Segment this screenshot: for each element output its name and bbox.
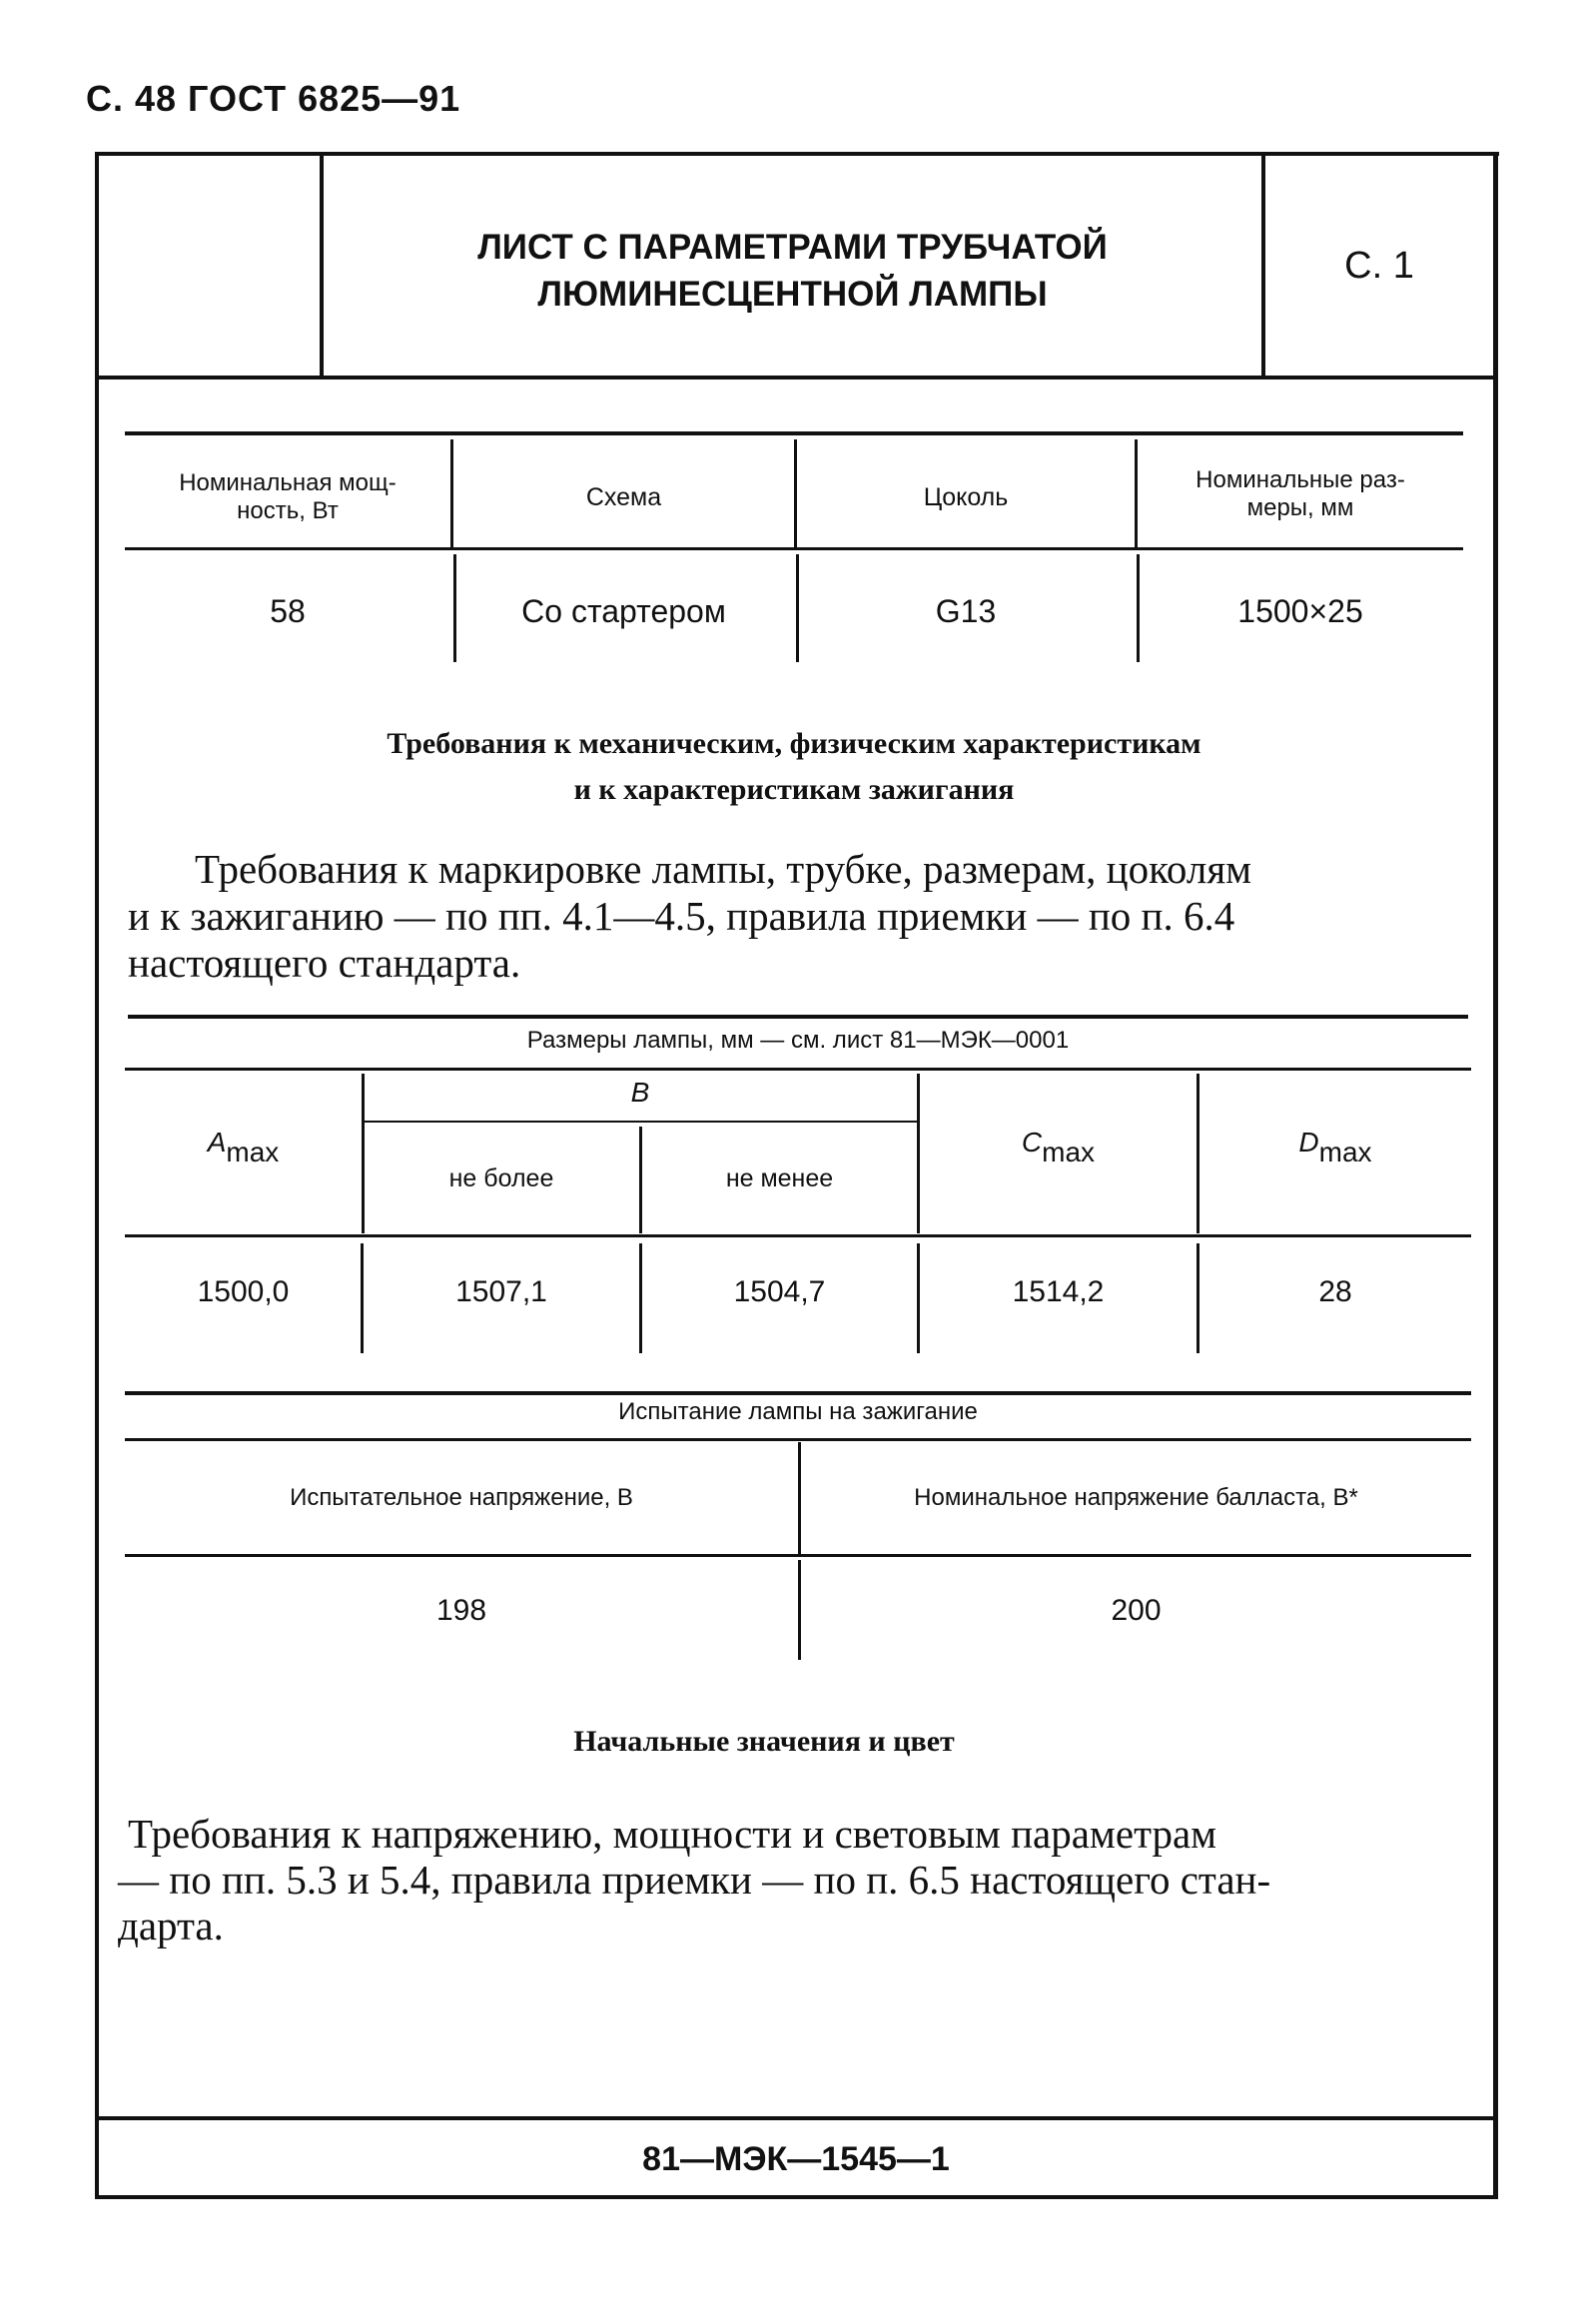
dims-header-b-right: не менее <box>725 1164 834 1192</box>
dims-a-letter: A <box>207 1127 227 1158</box>
test-caption: Испытание лампы на зажигание <box>618 1398 978 1425</box>
section1-heading-line2: и к характеристикам зажигания <box>573 773 1015 806</box>
header-size-line1: Номинальные раз- <box>1196 466 1405 493</box>
cell-power: 58 <box>270 593 306 629</box>
sheet-title-line1: ЛИСТ С ПАРАМЕТРАМИ ТРУБЧАТОЙ <box>477 228 1108 267</box>
header-size-line2: меры, мм <box>1246 494 1354 521</box>
section2-text-line2: — по пп. 5.3 и 5.4, правила приемки — по п. 6.5 настоящего стан- <box>118 1857 1271 1903</box>
test-header-left: Испытательное напряжение, В <box>290 1484 633 1511</box>
section2-text-line3: дарта. <box>118 1903 224 1948</box>
dims-d-letter: D <box>1298 1127 1319 1158</box>
footer-rule <box>99 2116 1493 2120</box>
section2-text-line1: Требования к напряжению, мощности и световым параметрам <box>128 1811 1217 1857</box>
test-header-right: Номинальное напряжение балласта, В* <box>914 1484 1358 1511</box>
section1-heading-line1: Требования к механическим, физическим характеристикам <box>387 727 1201 760</box>
dims-value-a: 1500,0 <box>197 1275 290 1308</box>
dims-header-b: B <box>630 1077 650 1108</box>
header-scheme: Схема <box>585 483 662 511</box>
dims-header-a <box>125 1127 362 1168</box>
dims-header-c <box>920 1127 1197 1168</box>
section1-text-line1: Требования к маркировке лампы, трубке, размерам, цоколям <box>195 846 1252 892</box>
dims-d-sub: max <box>1318 1137 1372 1167</box>
test-value-left: 198 <box>435 1594 487 1627</box>
dims-value-c: 1514,2 <box>1012 1275 1105 1308</box>
section1-text-line2: и к зажиганию — по пп. 4.1—4.5, правила приемки — по п. 6.4 <box>128 893 1235 939</box>
dims-c-letter: C <box>1021 1127 1043 1158</box>
dims-header-b-left: не более <box>448 1164 554 1192</box>
header-base: Цоколь <box>923 483 1009 511</box>
header-power-line1: Номинальная мощ- <box>179 469 397 496</box>
page-header: С. 48 ГОСТ 6825—91 <box>86 78 461 119</box>
sheet-title-line2: ЛЮМИНЕСЦЕНТНОЙ ЛАМПЫ <box>537 275 1048 314</box>
dims-c-sub: max <box>1042 1137 1096 1167</box>
cell-base: G13 <box>935 593 997 629</box>
dims-value-b-right: 1504,7 <box>733 1275 826 1308</box>
dims-caption: Размеры лампы, мм — см. лист 81—МЭК—0001 <box>526 1027 1070 1054</box>
dims-value-d: 28 <box>1318 1275 1352 1308</box>
dims-a-sub: max <box>226 1137 280 1167</box>
section1-text-line3: настоящего стандарта. <box>128 940 521 986</box>
test-value-right: 200 <box>1111 1594 1162 1627</box>
dims-header-d <box>1199 1127 1471 1168</box>
dims-value-b-left: 1507,1 <box>455 1275 547 1308</box>
section2-heading: Начальные значения и цвет <box>573 1725 955 1758</box>
cell-size: 1500×25 <box>1237 593 1363 629</box>
header-power-line2: ность, Вт <box>237 497 339 524</box>
cell-scheme: Со стартером <box>521 593 726 629</box>
sheet-page-ref: С. 1 <box>1344 245 1414 287</box>
footer-code: 81—МЭК—1545—1 <box>642 2140 950 2178</box>
